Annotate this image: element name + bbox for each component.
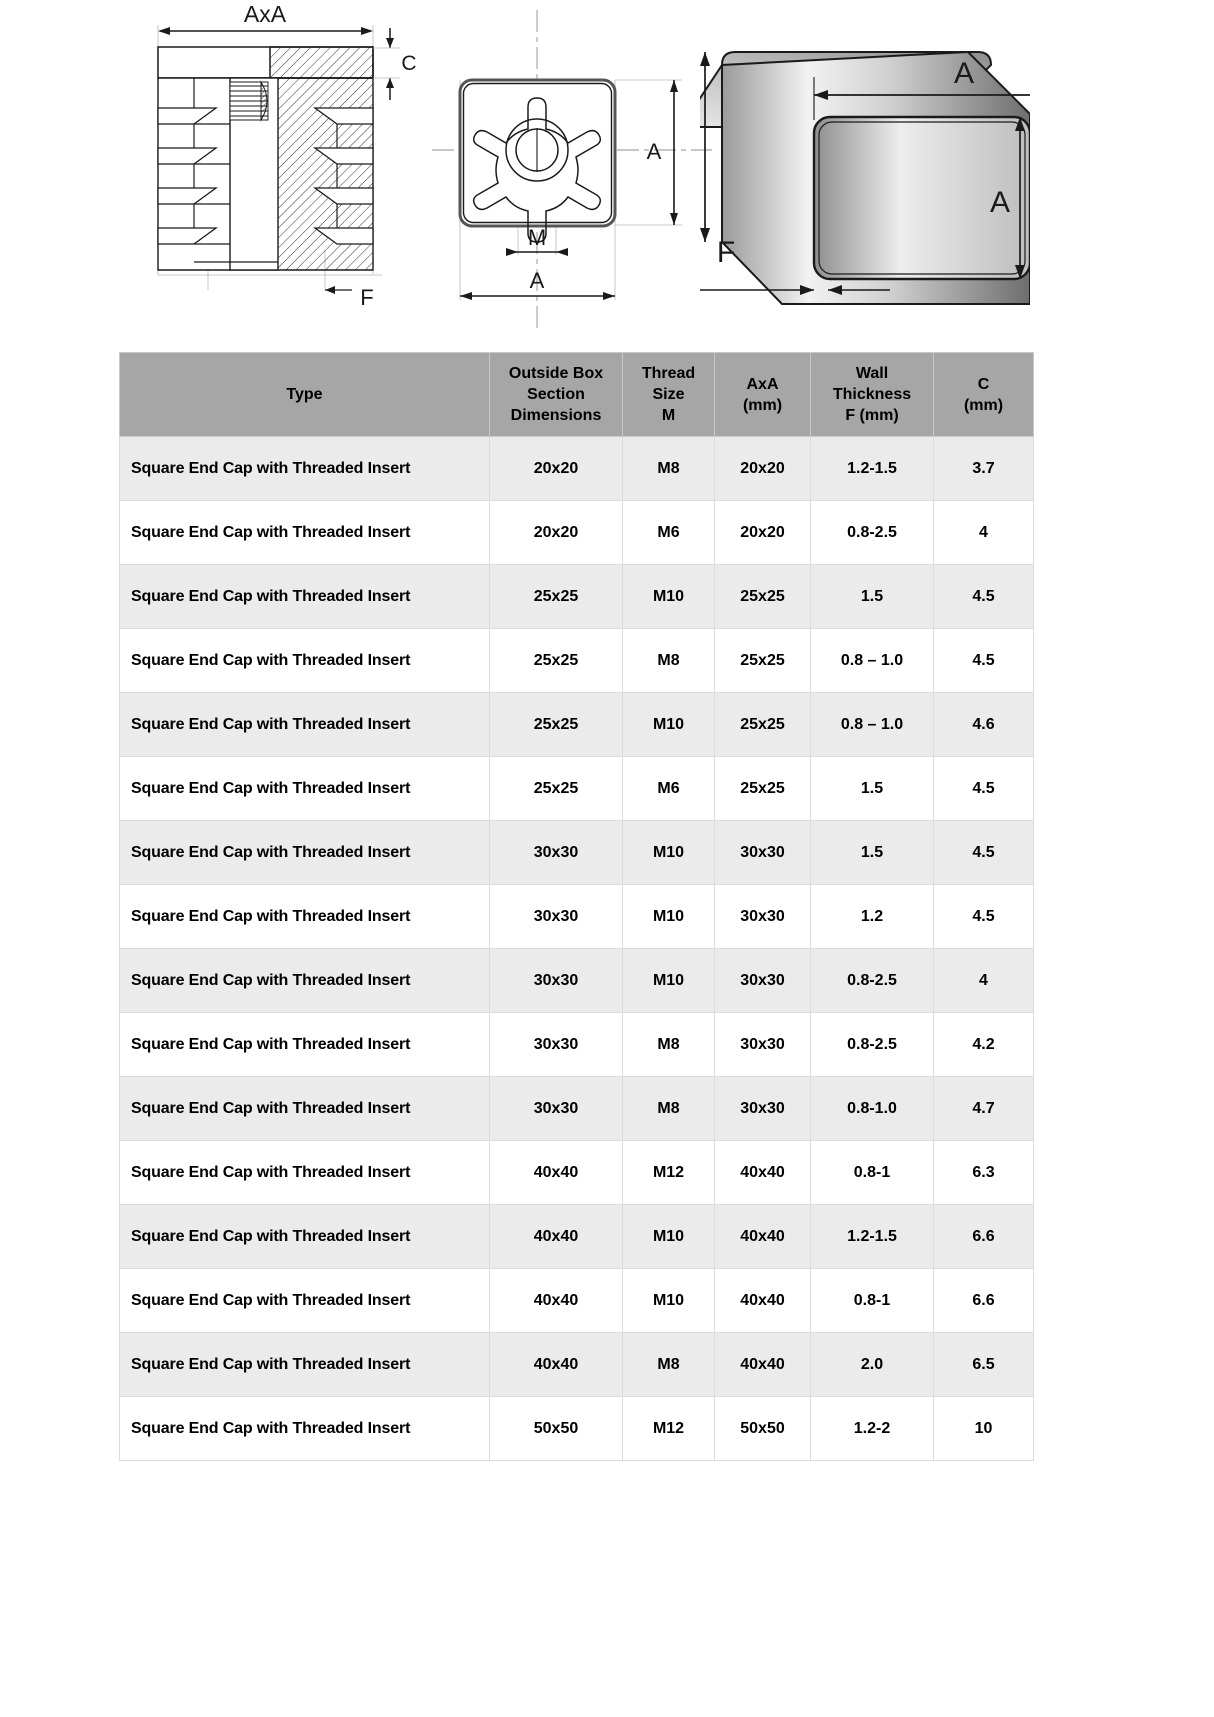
label-c: C <box>401 52 417 75</box>
cell-outside-box-section: 25x25 <box>490 693 623 757</box>
cell-thread-size: M10 <box>623 565 715 629</box>
cell-wall-thickness: 0.8-1.0 <box>811 1077 934 1141</box>
cell-type: Square End Cap with Threaded Insert <box>120 1333 490 1397</box>
cell-outside-box-section: 30x30 <box>490 821 623 885</box>
dim-a-bottom <box>460 292 615 300</box>
cell-wall-thickness: 2.0 <box>811 1333 934 1397</box>
diagram-band <box>0 0 1214 340</box>
cell-c: 6.5 <box>934 1333 1034 1397</box>
cell-wall-thickness: 0.8-2.5 <box>811 1013 934 1077</box>
cell-c: 4.5 <box>934 629 1034 693</box>
cell-axa: 40x40 <box>715 1269 811 1333</box>
cell-wall-thickness: 0.8-2.5 <box>811 949 934 1013</box>
cell-wall-thickness: 1.2-1.5 <box>811 1205 934 1269</box>
cell-wall-thickness: 1.5 <box>811 757 934 821</box>
cell-outside-box-section: 25x25 <box>490 629 623 693</box>
cell-thread-size: M10 <box>623 1269 715 1333</box>
cell-c: 4.6 <box>934 693 1034 757</box>
cell-thread-size: M10 <box>623 693 715 757</box>
cell-c: 4.5 <box>934 885 1034 949</box>
cell-wall-thickness: 0.8-1 <box>811 1269 934 1333</box>
cell-type: Square End Cap with Threaded Insert <box>120 1205 490 1269</box>
cell-type: Square End Cap with Threaded Insert <box>120 437 490 501</box>
cell-thread-size: M8 <box>623 629 715 693</box>
cell-type: Square End Cap with Threaded Insert <box>120 885 490 949</box>
cell-wall-thickness: 1.2-1.5 <box>811 437 934 501</box>
cell-thread-size: M10 <box>623 821 715 885</box>
cell-type: Square End Cap with Threaded Insert <box>120 949 490 1013</box>
cell-outside-box-section: 40x40 <box>490 1269 623 1333</box>
label-a-right-iso: A <box>989 186 1011 219</box>
table-row <box>120 1269 1034 1333</box>
cell-axa: 30x30 <box>715 1013 811 1077</box>
label-a-bottom: A <box>529 268 545 293</box>
cell-c: 10 <box>934 1397 1034 1461</box>
cell-outside-box-section: 40x40 <box>490 1333 623 1397</box>
table-row <box>120 1077 1034 1141</box>
cell-c: 4.5 <box>934 757 1034 821</box>
cell-outside-box-section: 50x50 <box>490 1397 623 1461</box>
cell-type: Square End Cap with Threaded Insert <box>120 1013 490 1077</box>
cell-type: Square End Cap with Threaded Insert <box>120 821 490 885</box>
cell-thread-size: M8 <box>623 1013 715 1077</box>
cell-thread-size: M10 <box>623 1205 715 1269</box>
cell-thread-size: M12 <box>623 1397 715 1461</box>
cell-axa: 40x40 <box>715 1333 811 1397</box>
cell-thread-size: M8 <box>623 1333 715 1397</box>
cross-section-svg <box>120 0 430 340</box>
cell-axa: 30x30 <box>715 1077 811 1141</box>
table-row <box>120 501 1034 565</box>
cell-c: 6.3 <box>934 1141 1034 1205</box>
dim-c <box>373 28 400 100</box>
label-axa: AxA <box>243 1 287 27</box>
cell-axa: 30x30 <box>715 949 811 1013</box>
label-a-top-iso: A <box>953 57 975 90</box>
cell-type: Square End Cap with Threaded Insert <box>120 693 490 757</box>
cell-wall-thickness: 0.8-2.5 <box>811 501 934 565</box>
cell-type: Square End Cap with Threaded Insert <box>120 501 490 565</box>
table-header-row <box>120 353 1034 437</box>
isometric-svg <box>700 0 1030 340</box>
table-row <box>120 821 1034 885</box>
figure-cross-section <box>120 0 430 340</box>
cell-thread-size: M10 <box>623 949 715 1013</box>
col-header-type: Type <box>120 353 490 437</box>
table-row <box>120 1333 1034 1397</box>
spec-table <box>119 352 1034 1461</box>
cell-outside-box-section: 30x30 <box>490 1013 623 1077</box>
table-row <box>120 437 1034 501</box>
label-a-right: A <box>646 139 662 164</box>
cell-outside-box-section: 25x25 <box>490 565 623 629</box>
table-row <box>120 693 1034 757</box>
cell-outside-box-section: 20x20 <box>490 437 623 501</box>
cell-axa: 40x40 <box>715 1141 811 1205</box>
cell-type: Square End Cap with Threaded Insert <box>120 1269 490 1333</box>
cell-wall-thickness: 0.8 – 1.0 <box>811 693 934 757</box>
dim-a-right <box>670 80 678 225</box>
cell-thread-size: M6 <box>623 757 715 821</box>
table-row <box>120 1141 1034 1205</box>
label-m: M <box>527 225 547 250</box>
label-f-iso: F <box>716 236 736 269</box>
cell-c: 4.2 <box>934 1013 1034 1077</box>
cell-thread-size: M10 <box>623 885 715 949</box>
col-header-wall-thickness: Wall Thickness F (mm) <box>811 353 934 437</box>
label-f-section: F <box>360 285 374 310</box>
cell-type: Square End Cap with Threaded Insert <box>120 1077 490 1141</box>
col-header-axa: AxA (mm) <box>715 353 811 437</box>
cell-wall-thickness: 0.8 – 1.0 <box>811 629 934 693</box>
col-header-outside-box-section-dimensions: Outside Box Section Dimensions <box>490 353 623 437</box>
table-row <box>120 1397 1034 1461</box>
cell-c: 4 <box>934 949 1034 1013</box>
cell-thread-size: M8 <box>623 437 715 501</box>
col-header-thread-size: Thread Size M <box>623 353 715 437</box>
table-row <box>120 565 1034 629</box>
cell-axa: 25x25 <box>715 693 811 757</box>
cell-type: Square End Cap with Threaded Insert <box>120 1141 490 1205</box>
cell-outside-box-section: 40x40 <box>490 1141 623 1205</box>
cell-outside-box-section: 30x30 <box>490 1077 623 1141</box>
table-row <box>120 1205 1034 1269</box>
figure-isometric-tube <box>700 0 1030 340</box>
cell-thread-size: M12 <box>623 1141 715 1205</box>
figure-top-view <box>432 0 712 340</box>
cell-type: Square End Cap with Threaded Insert <box>120 1397 490 1461</box>
cell-c: 4.5 <box>934 565 1034 629</box>
spec-table-wrap <box>119 352 1033 1461</box>
cell-c: 3.7 <box>934 437 1034 501</box>
table-row <box>120 949 1034 1013</box>
table-row <box>120 629 1034 693</box>
dim-axa <box>158 27 373 35</box>
cell-outside-box-section: 30x30 <box>490 949 623 1013</box>
cell-axa: 50x50 <box>715 1397 811 1461</box>
cell-axa: 30x30 <box>715 885 811 949</box>
dim-a-left-iso <box>700 52 710 242</box>
cell-outside-box-section: 20x20 <box>490 501 623 565</box>
spec-table-body <box>120 437 1034 1461</box>
cell-type: Square End Cap with Threaded Insert <box>120 565 490 629</box>
cell-outside-box-section: 30x30 <box>490 885 623 949</box>
cell-c: 6.6 <box>934 1269 1034 1333</box>
cell-wall-thickness: 1.2-2 <box>811 1397 934 1461</box>
cell-axa: 40x40 <box>715 1205 811 1269</box>
cell-axa: 25x25 <box>715 629 811 693</box>
cell-wall-thickness: 1.2 <box>811 885 934 949</box>
cell-wall-thickness: 1.5 <box>811 821 934 885</box>
cell-axa: 20x20 <box>715 501 811 565</box>
cell-wall-thickness: 1.5 <box>811 565 934 629</box>
cell-outside-box-section: 40x40 <box>490 1205 623 1269</box>
cell-c: 4.7 <box>934 1077 1034 1141</box>
cell-thread-size: M6 <box>623 501 715 565</box>
cell-outside-box-section: 25x25 <box>490 757 623 821</box>
table-row <box>120 757 1034 821</box>
cell-thread-size: M8 <box>623 1077 715 1141</box>
cell-axa: 20x20 <box>715 437 811 501</box>
cell-axa: 30x30 <box>715 821 811 885</box>
cell-axa: 25x25 <box>715 757 811 821</box>
table-row <box>120 1013 1034 1077</box>
top-view-svg <box>432 0 712 340</box>
cell-type: Square End Cap with Threaded Insert <box>120 757 490 821</box>
cell-c: 4 <box>934 501 1034 565</box>
cell-c: 6.6 <box>934 1205 1034 1269</box>
table-row <box>120 885 1034 949</box>
cell-type: Square End Cap with Threaded Insert <box>120 629 490 693</box>
cell-axa: 25x25 <box>715 565 811 629</box>
cell-wall-thickness: 0.8-1 <box>811 1141 934 1205</box>
col-header-c: C (mm) <box>934 353 1034 437</box>
cell-c: 4.5 <box>934 821 1034 885</box>
